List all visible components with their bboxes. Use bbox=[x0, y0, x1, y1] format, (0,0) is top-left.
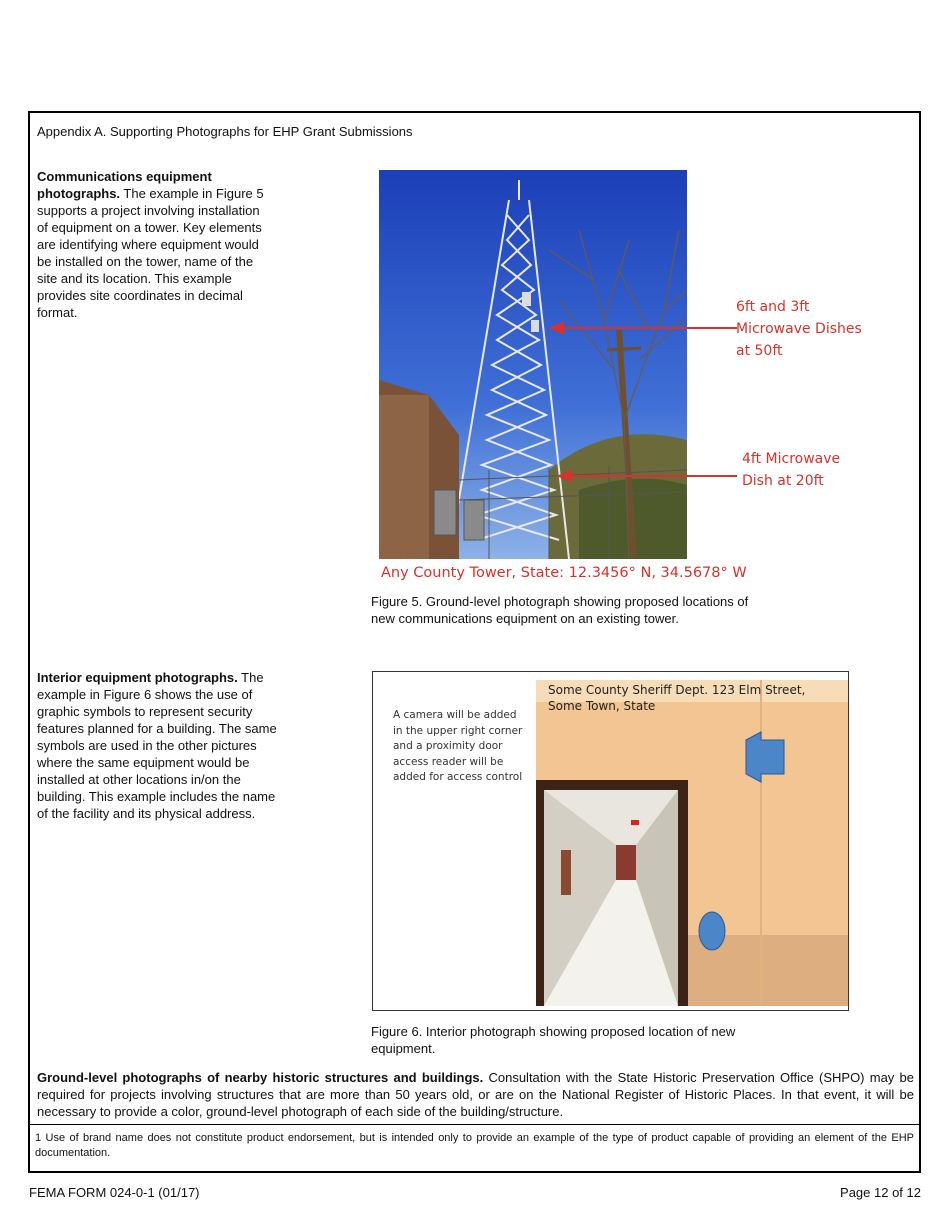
form-id: FEMA FORM 024-0-1 (01/17) bbox=[29, 1185, 200, 1200]
comm-heading: Communications equipment photographs. bbox=[37, 169, 212, 201]
figure-5-caption: Figure 5. Ground-level photograph showing proposed locations of new communications equipment on an existing tower. bbox=[371, 594, 749, 626]
comm-section-text bbox=[37, 168, 269, 321]
page-number: Page 12 of 12 bbox=[840, 1185, 921, 1200]
footnote: 1 Use of brand name does not constitute product endorsement, but is intended only to provide an example of the type of product capable of providing an element of the EHP documentation. bbox=[35, 1132, 914, 1159]
facility-address: Some County Sheriff Dept. 123 Elm Street, Some Town, State bbox=[548, 683, 806, 713]
historic-heading: Ground-level photographs of nearby historic structures and buildings. bbox=[37, 1070, 484, 1085]
hallway-photo bbox=[536, 680, 848, 1006]
interior-body: The example in Figure 6 shows the use of graphic symbols to represent security features planned for a building. The same symbols are used in the other pictures where the same equipment would be installed at other locations in/on the building. This example includes the name of the facility and its physical address. bbox=[37, 670, 277, 821]
comm-body: The example in Figure 5 supports a project involving installation of equipment on a tower. Key elements are identifying where equipment would be installed on the tower, name of the site and its location. This example provides site coordinates in decimal format. bbox=[37, 186, 264, 320]
annotation-arrows-extension bbox=[687, 313, 737, 483]
historic-body: Consultation with the State Historic Preservation Office (SHPO) may be required for projects involving structures that are more than 50 years old, or are on the National Register of Historic Places. In that event, it will be necessary to provide a color, ground-level photograph of each side of the building/structure. bbox=[37, 1070, 915, 1119]
historic-section-text bbox=[37, 1069, 914, 1120]
figure-6-caption: Figure 6. Interior photograph showing proposed location of new equipment. bbox=[371, 1024, 736, 1056]
footnote-divider bbox=[30, 1124, 919, 1125]
tower-photo bbox=[379, 170, 687, 559]
tower-site-label: Any County Tower, State: 12.3456° N, 34.5678° W bbox=[381, 565, 747, 581]
figure-6-note: A camera will be added in the upper right corner and a proximity door access reader will be added for access control bbox=[393, 709, 523, 783]
figure-6-box bbox=[372, 671, 849, 1011]
interior-heading: Interior equipment photographs. bbox=[37, 670, 238, 685]
appendix-title: Appendix A. Supporting Photographs for EHP Grant Submissions bbox=[37, 124, 413, 139]
interior-section-text bbox=[37, 669, 277, 822]
annotation-dishes-50ft: 6ft and 3ft Microwave Dishes at 50ft bbox=[736, 299, 862, 359]
page-frame bbox=[28, 111, 921, 1173]
annotation-dish-20ft: 4ft Microwave Dish at 20ft bbox=[742, 451, 841, 489]
